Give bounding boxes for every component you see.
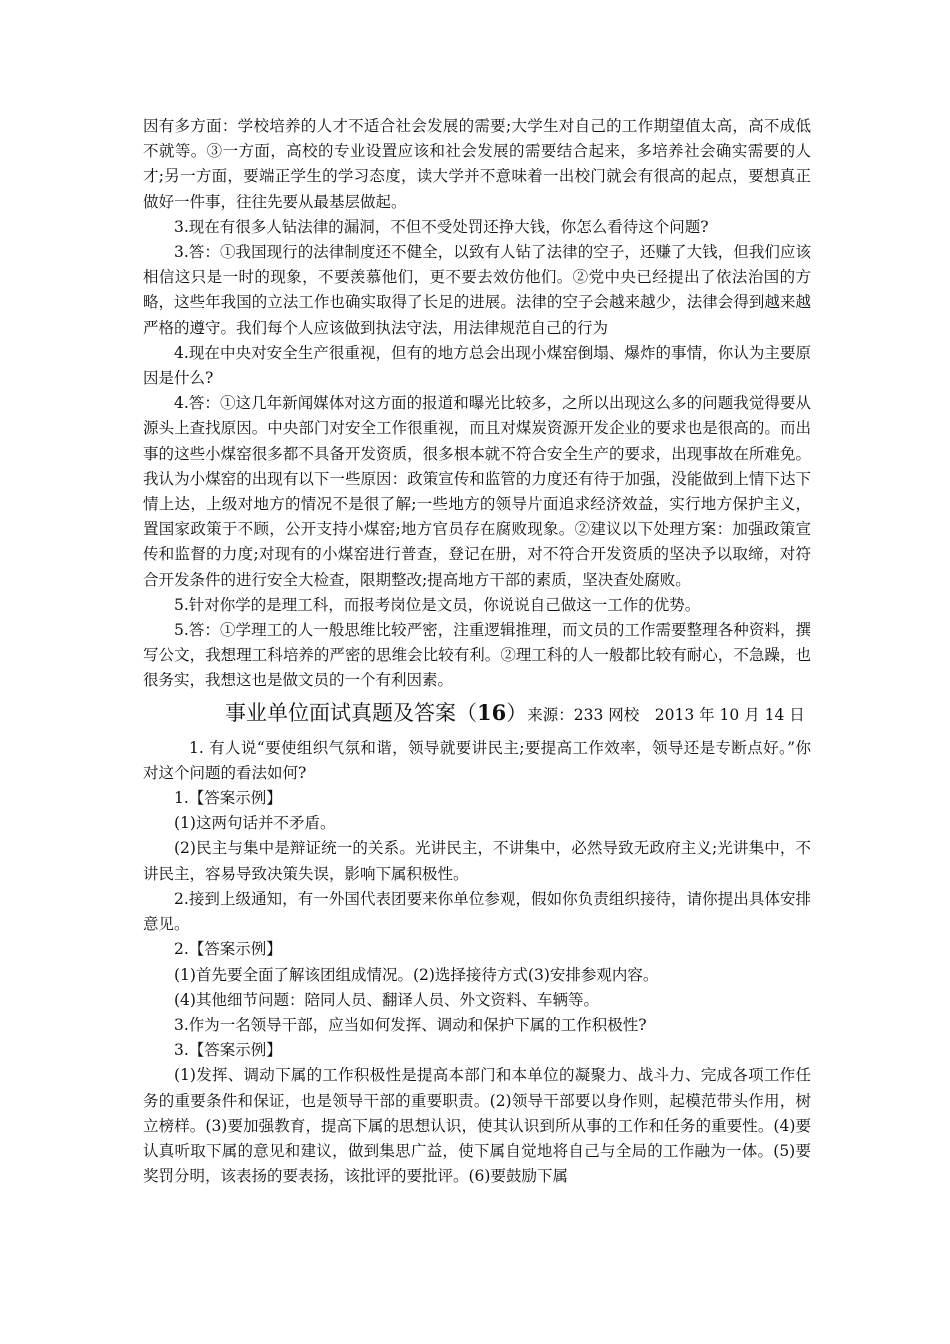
answer-b1-1: (1)这两句话并不矛盾。 xyxy=(174,814,336,833)
answer-b1-2: (2)民主与集中是辩证统一的关系。光讲民主，不讲集中，必然导致无政府主义;光讲集中，不讲民主，容易导致决策失误，影响下属积极性。 xyxy=(143,839,811,883)
answer-3: 3.答：①我国现行的法律制度还不健全，以致有人钻了法律的空子，还赚了大钱，但我们应该相信这只是一时的现象，不要羡慕他们，更不要去效仿他们。②党中央已经提出了依法治国的方略，这些年我国的立法工作也确实取得了长足的进展。法律的空子会越来越少，法律会得到越来越严格的遵守。我们每个人应该做到执法守法，用法律规范自己的行为 xyxy=(143,243,811,337)
paragraph: 因有多方面：学校培养的人才不适合社会发展的需要;大学生对自己的工作期望值太高，高不成低不就等。③一方面，高校的专业设置应该和社会发展的需要结合起来，多培养社会确实需要的人才;另一方面，要端正学生的学习态度，读大学并不意味着一出校门就会有很高的起点，要想真正做好一件事，往往先要从最基层做起。 xyxy=(143,117,811,211)
question-3: 3.现在有很多人钻法律的漏洞，不但不受处罚还挣大钱，你怎么看待这个问题? xyxy=(174,217,709,236)
question-b1: 1. 有人说“要使组织气氛和谐，领导就要讲民主;要提高工作效率，领导还是专断点好。”你对这个问题的看法如何? xyxy=(143,738,811,782)
question-b3: 3.作为一名领导干部，应当如何发挥、调动和保护下属的工作积极性? xyxy=(174,1015,647,1034)
title-source: 来源：233 网校 2013 年 10 月 14 日 xyxy=(527,705,805,724)
question-4: 4.现在中央对安全生产很重视，但有的地方总会出现小煤窑倒塌、爆炸的事情，你认为主要原因是什么? xyxy=(143,343,811,388)
title-number: 16 xyxy=(477,699,507,725)
answer-label-b2: 2.【答案示例】 xyxy=(174,940,282,959)
section-title xyxy=(143,697,811,731)
answer-b2-2: (4)其他细节问题：陪同人员、翻译人员、外文资料、车辆等。 xyxy=(174,990,599,1009)
document-page xyxy=(143,114,811,1189)
title-main: 事业单位面试真题及答案（ xyxy=(225,700,477,725)
answer-4: 4.答：①这几年新闻媒体对这方面的报道和曝光比较多，之所以出现这么多的问题我觉得要从源头上查找原因。中央部门对安全工作很重视，而且对煤炭资源开发企业的要求也是很高的。而出事的这些小煤窑很多都不具备开发资质，很多根本就不符合安全生产的要求，出现事故在所难免。我认为小煤窑的出现有以下一些原因：政策宣传和监管的力度还有待于加强，没能做到上情下达下情上达，上级对地方的情况不是很了解;一些地方的领导片面追求经济效益，实行地方保护主义，置国家政策于不顾，公开支持小煤窑;地方官员存在腐败现象。②建议以下处理方案：加强政策宣传和监督的力度;对现有的小煤窑进行普查，登记在册，对不符合开发资质的坚决予以取缔，对符合开发条件的进行安全大检查，限期整改;提高地方干部的素质，坚决查处腐败。 xyxy=(143,394,811,589)
answer-label-b3: 3.【答案示例】 xyxy=(174,1041,282,1060)
answer-label-b1: 1.【答案示例】 xyxy=(174,789,282,808)
title-close-paren: ） xyxy=(506,700,528,725)
answer-b3: (1)发挥、调动下属的工作积极性是提高本部门和本单位的凝聚力、战斗力、完成各项工作任务的重要条件和保证，也是领导干部的重要职责。(2)领导干部要以身作则，起模范带头作用，树立榜样。(3)要加强教育，提高下属的思想认识，使其认识到所从事的工作和任务的重要性。(4)要认真听取下属的意见和建议，做到集思广益，使下属自觉地将自己与全局的工作融为一体。(5)要奖罚分明，该表扬的要表扬，该批评的要批评。(6)要鼓励下属 xyxy=(143,1066,811,1186)
answer-5: 5.答：①学理工的人一般思维比较严密，注重逻辑推理，而文员的工作需要整理各种资料，撰写公文，我想理工科培养的严密的思维会比较有利。②理工科的人一般都比较有耐心，不急躁，也很务实，我想这也是做文员的一个有利因素。 xyxy=(143,621,811,690)
answer-b2-1: (1)首先要全面了解该团组成情况。(2)选择接待方式(3)安排参观内容。 xyxy=(174,965,659,984)
question-b2: 2.接到上级通知，有一外国代表团要来你单位参观，假如你负责组织接待，请你提出具体安排意见。 xyxy=(143,889,811,934)
question-5: 5.针对你学的是理工科，而报考岗位是文员，你说说自己做这一工作的优势。 xyxy=(174,595,701,614)
